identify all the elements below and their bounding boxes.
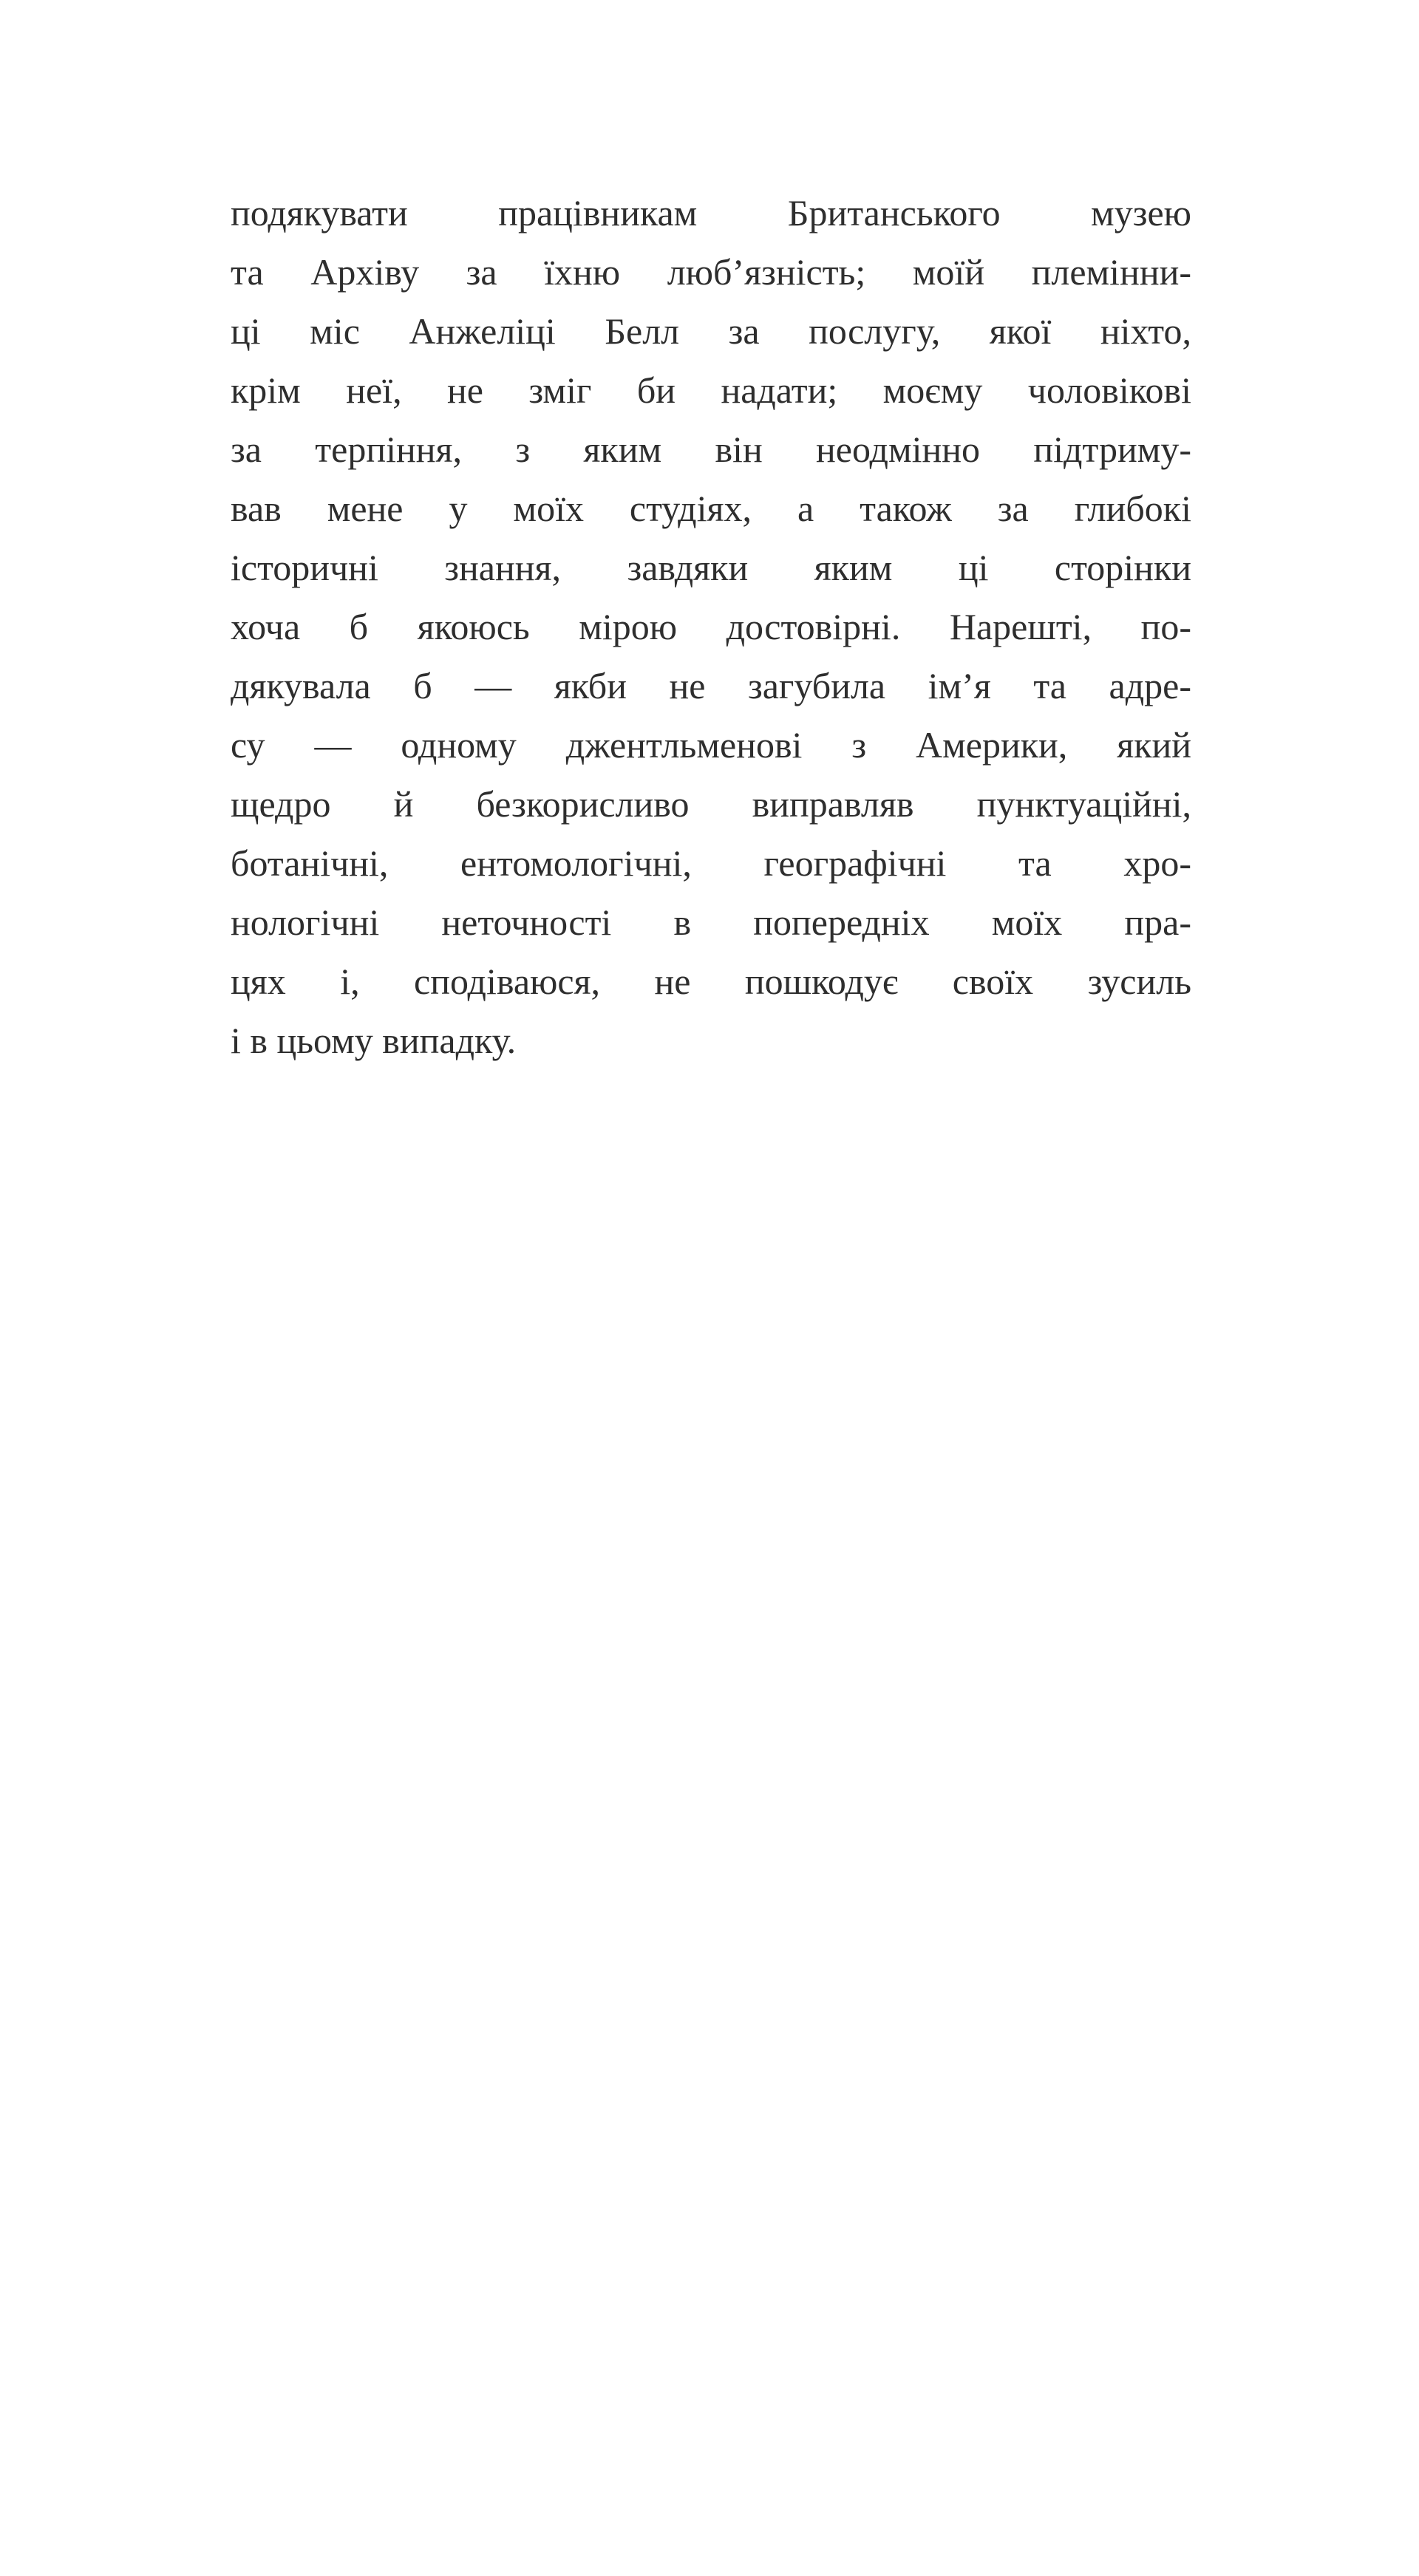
text-line: хоча б якоюсь мірою достовірні. Нарешті, по- bbox=[231, 606, 1191, 647]
text-line: крім неї, не зміг би надати; моєму чоловікові bbox=[231, 369, 1191, 411]
text-line: щедро й безкорисливо виправляв пунктуаційні, bbox=[231, 783, 1191, 825]
text-line: су — одному джентльменові з Америки, який bbox=[231, 724, 1191, 766]
text-line: ботанічні, ентомологічні, географічні та хро- bbox=[231, 842, 1191, 884]
text-line-last: і в цьому випадку. bbox=[231, 1020, 517, 1061]
text-line: нологічні неточності в попередніх моїх пра- bbox=[231, 902, 1191, 943]
text-line: за терпіння, з яким він неодмінно підтриму- bbox=[231, 429, 1191, 470]
body-paragraph bbox=[231, 183, 1191, 1070]
text-line: вав мене у моїх студіях, а також за глибокі bbox=[231, 488, 1191, 529]
text-line: історичні знання, завдяки яким ці сторінки bbox=[231, 547, 1191, 588]
text-line: цях і, сподіваюся, не пошкодує своїх зусиль bbox=[231, 961, 1191, 1002]
text-line: дякувала б — якби не загубила ім’я та адре- bbox=[231, 665, 1191, 706]
text-line: ці міс Анжеліці Белл за послугу, якої ніхто, bbox=[231, 310, 1191, 352]
text-line: подякувати працівникам Британського музею bbox=[231, 192, 1191, 234]
text-line: та Архіву за їхню люб’язність; моїй племінни- bbox=[231, 251, 1191, 293]
